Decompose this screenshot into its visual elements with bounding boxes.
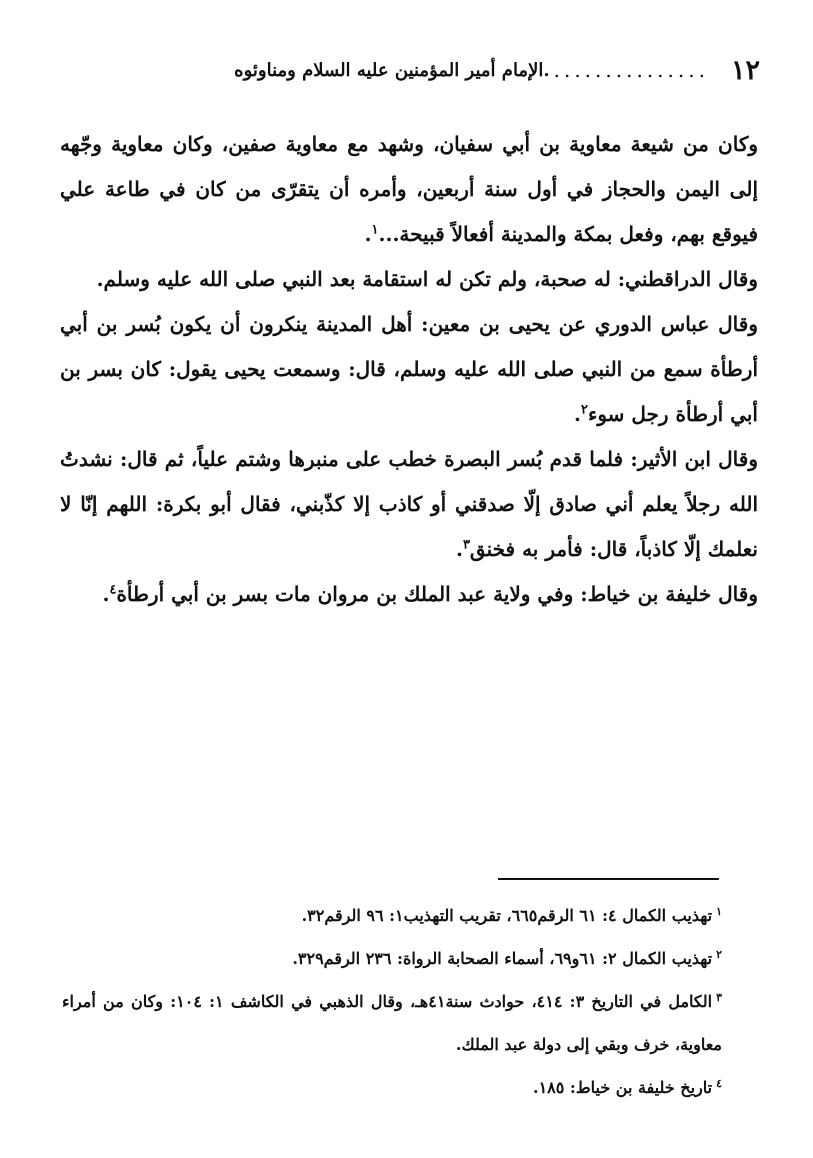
paragraph: وكان من شيعة معاوية بن أبي سفيان، وشهد مع معاوية صفين، وكان معاوية وجّهه إلى اليمن والحجاز في أول سنة أربعين، وأمره أن يتقرّى من كان في طاعة علي فيوقع بهم، وفعل بمكة والمدينة أفعالاً قبيحة...$^١$. xyxy=(60,132,758,246)
paragraph: وقال ابن الأثير: فلما قدم بُسر البصرة خطب على منبرها وشتم علياً، ثم قال: نشدتُ الله رجلاً يعلم أني صادق إلّا صدقني أو كاذب إلا كذّبني، فقال أبو بكرة: اللهم إنّا لا نعلمك إلّا كاذباً، قال: فأمر به فخنق$^٣$. xyxy=(60,447,758,561)
running-header xyxy=(55,50,760,90)
footnote-number: ٣ xyxy=(716,990,723,1004)
footnote-number: ٢ xyxy=(716,947,722,961)
page-number: ١٢ xyxy=(730,54,760,86)
footnote: $^٢$تهذيب الكمال ٢: ٦١و٦٩، أسماء الصحابة الرواة: ٢٣٦ الرقم٣٢٩. xyxy=(292,947,722,968)
footnote-ref[interactable]: ٤ xyxy=(109,582,117,598)
paragraph: وقال الدراقطني: له صحبة، ولم تكن له استقامة بعد النبي صلى الله عليه وسلم. xyxy=(96,267,758,291)
paragraph: وقال عباس الدوري عن يحيى بن معين: أهل المدينة ينكرون أن يكون بُسر بن أبي أرطأة سمع من النبي صلى الله عليه وسلم، قال: وسمعت يحيى يقول: كان بسر بن أبي أرطأة رجل سوء$^٢$. xyxy=(60,312,759,426)
footnote: $^١$تهذيب الكمال ٤: ٦١ الرقم٦٦٥، تقريب التهذيب١: ٩٦ الرقم٣٢. xyxy=(301,904,722,925)
footnotes xyxy=(62,894,722,1109)
footnote-ref[interactable]: ٢ xyxy=(580,402,588,418)
footnote: $^٤$تاريخ خليفة بن خياط: ١٨٥. xyxy=(532,1076,722,1097)
main-text xyxy=(60,122,758,617)
footnote-ref[interactable]: ١ xyxy=(371,222,379,238)
footnote: $^٣$الكامل في التاريخ ٣: ٤١٤، حوادث سنة٤١هـ، وقال الذهبي في الكاشف ١: ١٠٤: وكان من أمراء معاوية، خرف وبقي إلى دولة عبد الملك. xyxy=(62,990,723,1054)
paragraph: وقال خليفة بن خياط: وفي ولاية عبد الملك بن مروان مات بسر بن أبي أرطأة$^٤$. xyxy=(102,582,758,606)
footnote-number: ٤ xyxy=(716,1076,722,1090)
running-title: .الإمام أمير المؤمنين عليه السلام ومناوئوه xyxy=(234,59,550,81)
footnote-ref[interactable]: ٣ xyxy=(462,537,470,553)
header-leader-dots: ............... xyxy=(553,58,709,82)
footnote-number: ١ xyxy=(716,904,722,918)
footnote-divider xyxy=(498,878,719,880)
